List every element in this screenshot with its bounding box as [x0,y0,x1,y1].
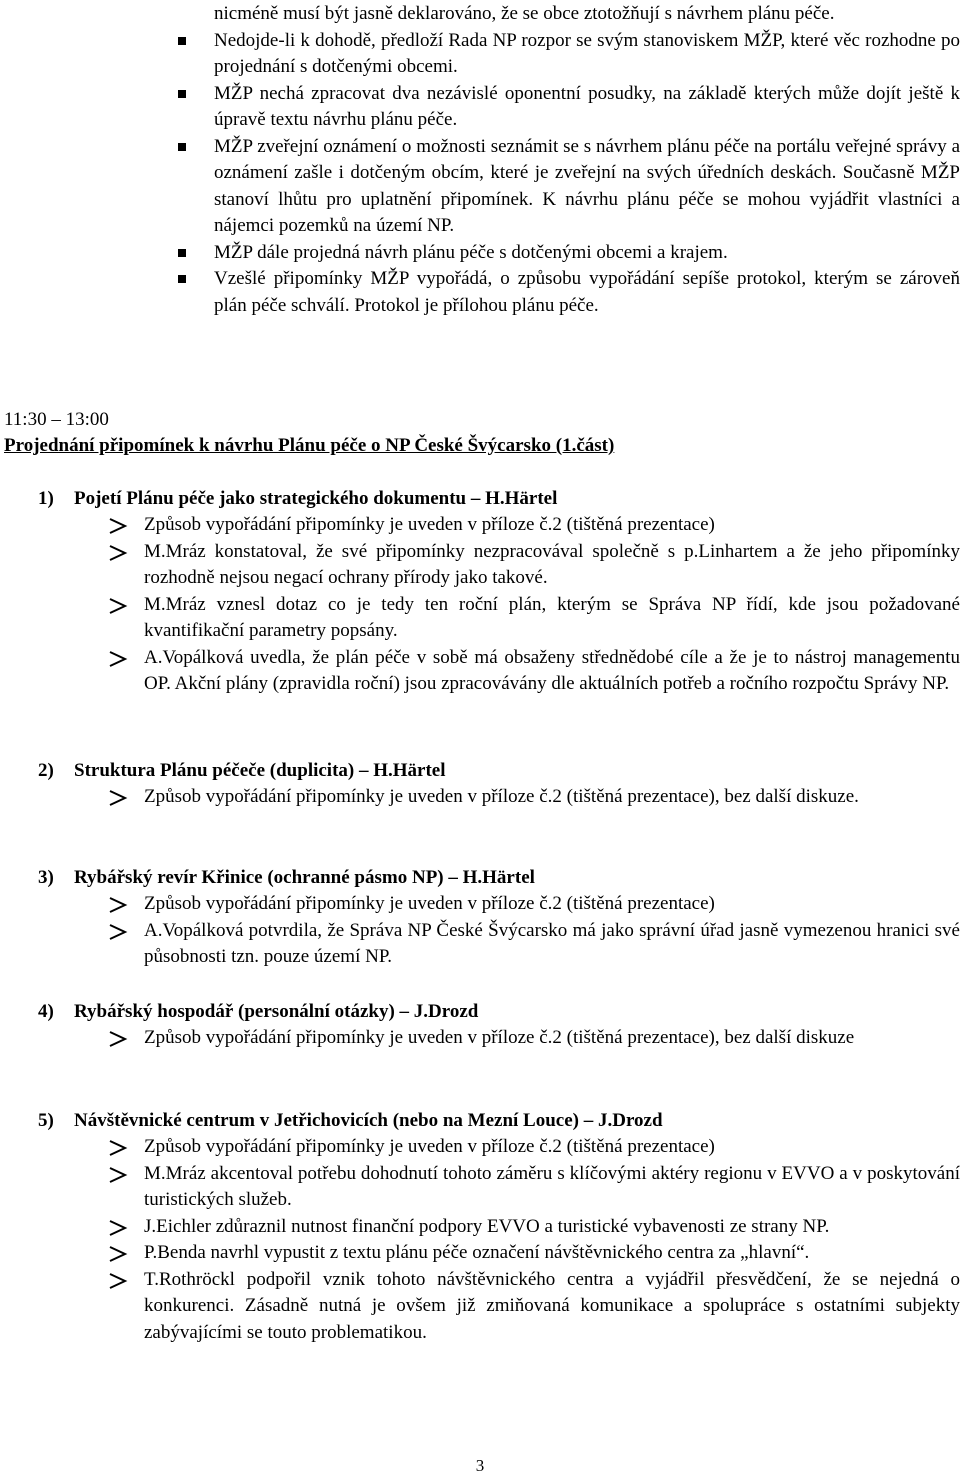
list-item: Způsob vypořádání připomínky je uveden v příloze č.2 (tištěná prezentace), bez další diskuze. [108,784,960,811]
arrow-bullet-icon [108,891,128,917]
arrow-bullet-icon [108,1240,128,1266]
list-item: MŽP nechá zpracovat dva nezávislé oponentní posudky, na základě kterých může dojít ještě k úpravě textu návrhu plánu péče. [178,81,960,134]
square-bullet-icon [178,37,186,45]
list-item: MŽP dále projedná návrh plánu péče s dotčenými obcemi a krajem. [178,240,960,267]
list-item: A.Vopálková uvedla, že plán péče v sobě má obsaženy střednědobé cíle a že je to nástroj managementu OP. Akční plány (zpravidla roční) jsou zpracovávány dle aktuálních potřeb a ročního rozpočtu Správy NP. [108,645,960,698]
section-heading: 2) Struktura Plánu péčeče (duplicita) – H.Härtel [38,760,446,781]
section-points [108,891,960,971]
arrow-bullet-icon [108,512,128,538]
arrow-bullet-icon [108,784,128,810]
square-bullet-icon [178,90,186,98]
arrow-bullet-icon [108,1214,128,1240]
section-points [108,512,960,698]
session-time: 11:30 – 13:00 [4,409,109,430]
square-bullet-icon [178,275,186,283]
section-points [108,1025,960,1052]
list-item: M.Mráz akcentoval potřebu dohodnutí tohoto záměru s klíčovými aktéry regionu v EVVO a v poskytování turistických služeb. [108,1161,960,1214]
session-title: Projednání připomínek k návrhu Plánu péče o NP České Švýcarsko (1.část) [4,435,615,456]
arrow-bullet-icon [108,1161,128,1187]
section-heading: 3) Rybářský revír Křinice (ochranné pásmo NP) – H.Härtel [38,867,535,888]
list-item: T.Rothröckl podpořil vznik tohoto návštěvnického centra a vyjádřil přesvědčení, že se nejedná o konkurenci. Zásadně nutná je ovšem již zmiňovaná komunikace a spolupráce s ostatními subjekty zabývajícími se touto problematikou. [108,1267,960,1347]
list-item: P.Benda navrhl vypustit z textu plánu péče označení návštěvnického centra za „hlavní“. [108,1240,960,1267]
page-number: 3 [475,1456,485,1475]
square-bullet-icon [178,143,186,151]
section-points [108,784,960,811]
list-item: Vzešlé připomínky MŽP vypořádá, o způsobu vypořádání sepíše protokol, kterým se zároveň plán péče schválí. Protokol je přílohou plánu péče. [178,266,960,319]
list-item: Způsob vypořádání připomínky je uveden v příloze č.2 (tištěná prezentace) [108,891,960,918]
list-item: Nedojde-li k dohodě, předloží Rada NP rozpor se svým stanoviskem MŽP, které věc rozhodne po projednání s dotčenými obcemi. [178,28,960,81]
arrow-bullet-icon [108,918,128,944]
list-item: Způsob vypořádání připomínky je uveden v příloze č.2 (tištěná prezentace) [108,512,960,539]
arrow-bullet-icon [108,1134,128,1160]
arrow-bullet-icon [108,645,128,671]
arrow-bullet-icon [108,1025,128,1051]
list-item: A.Vopálková potvrdila, že Správa NP České Švýcarsko má jako správní úřad jasně vymezenou hranici své působnosti tzn. pouze území NP. [108,918,960,971]
list-item: Způsob vypořádání připomínky je uveden v příloze č.2 (tištěná prezentace) [108,1134,960,1161]
section-heading: 5) Návštěvnické centrum v Jetřichovicích (nebo na Mezní Louce) – J.Drozd [38,1110,663,1131]
procedure-bullet-list [178,1,960,319]
list-item: MŽP zveřejní oznámení o možnosti seznámit se s návrhem plánu péče na portálu veřejné správy a oznámení zašle i dotčeným obcím, které je zveřejní na svých úředních deskách. Současně MŽP stanoví lhůtu pro uplatnění připomínek. K návrhu plánu péče se mohou vyjádřit vlastníci a nájemci pozemků na území NP. [178,134,960,240]
arrow-bullet-icon [108,1267,128,1293]
arrow-bullet-icon [108,539,128,565]
list-item: M.Mráz vznesl dotaz co je tedy ten roční plán, kterým se Správa NP řídí, kde jsou požadované kvantifikační parametry popsány. [108,592,960,645]
section-points [108,1134,960,1346]
list-item: Způsob vypořádání připomínky je uveden v příloze č.2 (tištěná prezentace), bez další diskuze [108,1025,960,1052]
list-item: J.Eichler zdůraznil nutnost finanční podpory EVVO a turistické vybavenosti ze strany NP. [108,1214,960,1241]
list-item: nicméně musí být jasně deklarováno, že se obce ztotožňují s návrhem plánu péče. [214,3,835,24]
arrow-bullet-icon [108,592,128,618]
section-heading: 4) Rybářský hospodář (personální otázky) – J.Drozd [38,1001,479,1022]
section-heading: 1) Pojetí Plánu péče jako strategického dokumentu – H.Härtel [38,488,558,509]
list-item: M.Mráz konstatoval, že své připomínky nezpracovával společně s p.Linhartem a že jeho připomínky rozhodně nejsou negací ochrany přírody jako takové. [108,539,960,592]
square-bullet-icon [178,249,186,257]
